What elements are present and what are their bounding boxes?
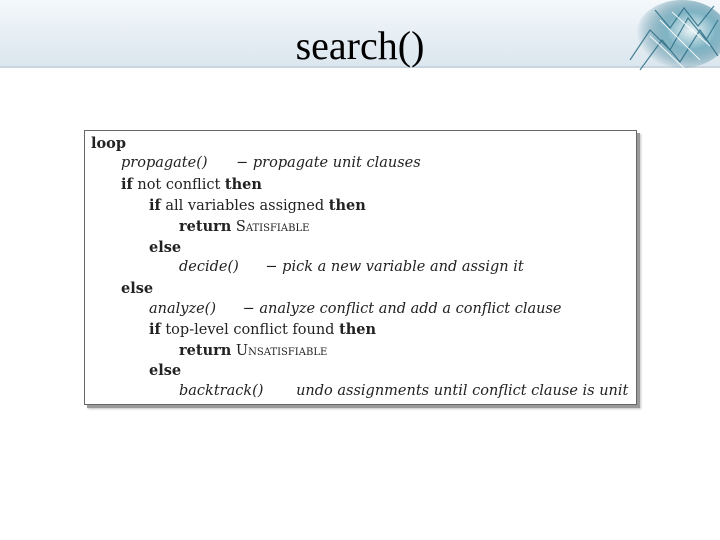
keyword-then: then (224, 176, 262, 193)
algo-line-return-sat (179, 216, 309, 237)
algo-line-backtrack (179, 381, 628, 402)
algo-line-if-not-conflict (121, 174, 262, 195)
keyword-return: return (179, 218, 232, 235)
keyword-then: then (328, 197, 366, 214)
algo-line-return-unsat (179, 340, 327, 361)
algo-line-loop (91, 133, 126, 154)
result-satisfiable: Satisfiable (235, 219, 310, 235)
algo-line-if-all-assigned (149, 195, 366, 216)
backtrack-call: backtrack() (179, 383, 264, 399)
algo-line-else-outer (121, 278, 153, 299)
analyze-comment: − analyze conflict and add a conflict clause (242, 301, 562, 317)
condition-not-conflict: not conflict (137, 177, 221, 193)
keyword-else: else (121, 280, 154, 297)
propagate-comment: − propagate unit clauses (236, 155, 421, 171)
analyze-call: analyze() (149, 301, 216, 317)
algo-line-if-top-level (149, 319, 376, 340)
algo-line-decide (179, 257, 524, 278)
slide-title: search() (295, 23, 425, 68)
decide-call: decide() (179, 259, 239, 275)
propagate-call: propagate() (121, 155, 208, 171)
algo-line-propagate (121, 153, 421, 174)
keyword-if: if (149, 197, 161, 214)
algorithm-box (84, 130, 637, 405)
backtrack-comment: undo assignments until conflict clause is unit (296, 383, 629, 399)
keyword-else: else (149, 362, 182, 379)
algo-line-analyze (149, 299, 561, 320)
keyword-then: then (339, 321, 377, 338)
condition-top-level-conflict: top-level conflict found (165, 322, 335, 338)
keyword-loop: loop (91, 135, 126, 152)
decide-comment: − pick a new variable and assign it (265, 259, 524, 275)
condition-all-assigned: all variables assigned (165, 198, 325, 214)
algo-line-else-last (149, 360, 181, 381)
algo-line-else-inner (149, 237, 181, 258)
result-unsatisfiable: Unsatisfiable (235, 343, 328, 359)
keyword-if: if (121, 176, 133, 193)
keyword-else: else (149, 239, 182, 256)
keyword-return: return (179, 342, 232, 359)
keyword-if: if (149, 321, 161, 338)
